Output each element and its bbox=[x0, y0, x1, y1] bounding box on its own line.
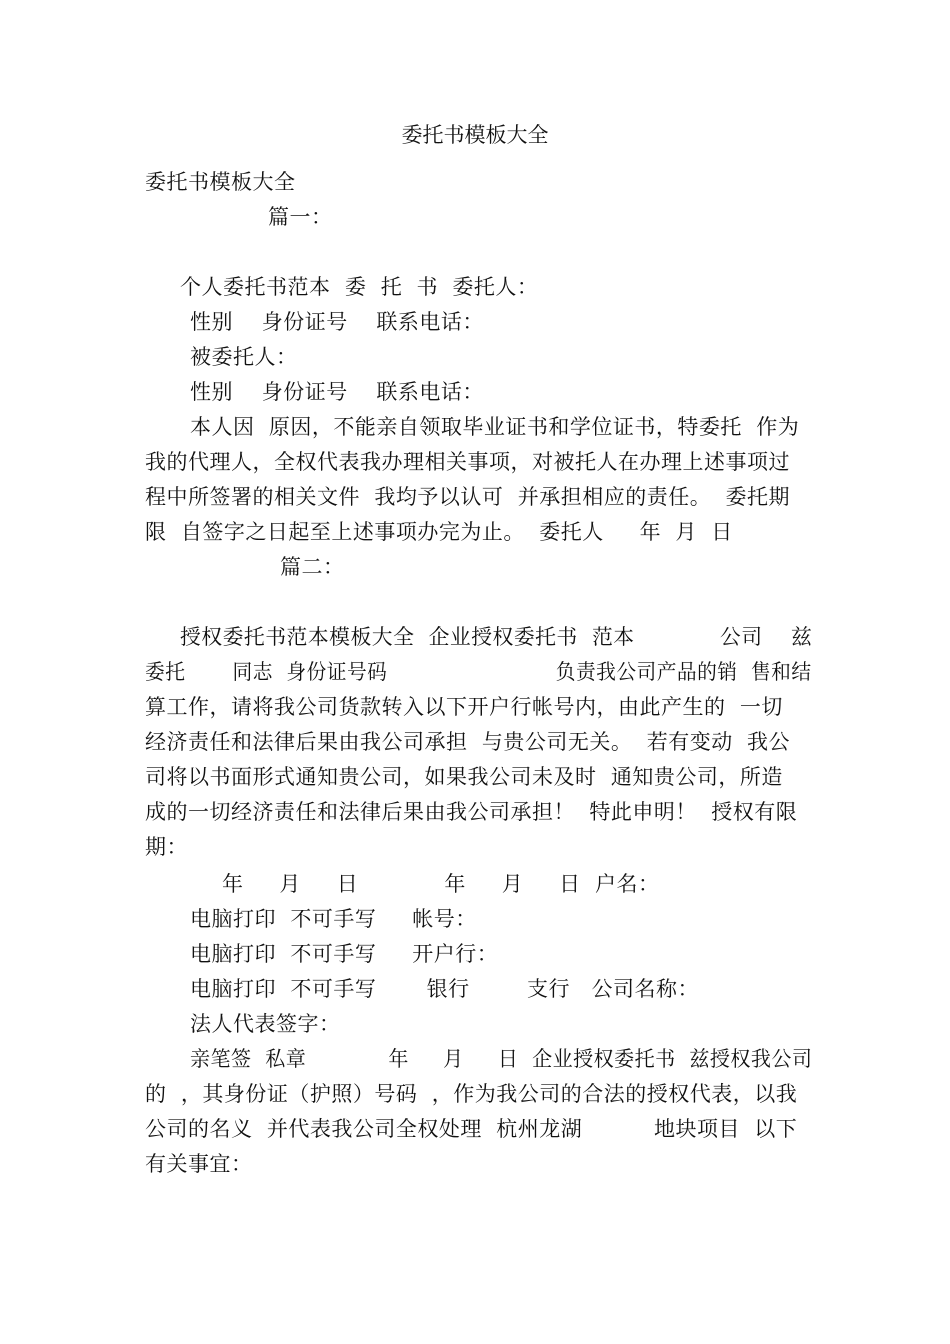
paragraph-line: 性别 身份证号 联系电话： bbox=[190, 310, 484, 334]
paragraph-line: 授权委托书范本模板大全 企业授权委托书 范本 公司 兹 bbox=[180, 625, 813, 649]
paragraph-line: 本人因 原因，不能亲自领取毕业证书和学位证书，特委托 作为 bbox=[190, 415, 800, 439]
document-title: 委托书模板大全 bbox=[401, 123, 549, 147]
section-label-part1: 篇一： bbox=[268, 205, 333, 229]
paragraph-line: 我的代理人，全权代表我办理相关事项，对被托人在办理上述事项过 bbox=[145, 450, 790, 474]
paragraph-line: 有关事宜： bbox=[145, 1152, 253, 1176]
paragraph-line: 限 自签字之日起至上述事项办完为止。 委托人 年 月 日 bbox=[145, 520, 733, 544]
paragraph-line: 电脑打印 不可手写 开户行： bbox=[190, 942, 499, 966]
paragraph-line: 个人委托书范本 委 托 书 委托人： bbox=[180, 275, 539, 299]
paragraph-line: 电脑打印 不可手写 银行 支行 公司名称： bbox=[190, 977, 700, 1001]
paragraph-line: 经济责任和法律后果由我公司承担 与贵公司无关。 若有变动 我公 bbox=[145, 730, 791, 754]
paragraph-line: 被委托人： bbox=[190, 345, 298, 369]
document-heading: 委托书模板大全 bbox=[145, 170, 296, 194]
paragraph-line: 亲笔签 私章 年 月 日 企业授权委托书 兹授权我公司 bbox=[190, 1047, 813, 1071]
paragraph-line: 成的一切经济责任和法律后果由我公司承担！ 特此申明！ 授权有限 bbox=[145, 800, 798, 824]
paragraph-line: 算工作，请将我公司货款转入以下开户行帐号内，由此产生的 一切 bbox=[145, 695, 783, 719]
paragraph-line: 公司的名义 并代表我公司全权处理 杭州龙湖 地块项目 以下 bbox=[145, 1117, 798, 1141]
paragraph-line: 的 ，其身份证（护照）号码 ，作为我公司的合法的授权代表，以我 bbox=[145, 1082, 798, 1106]
paragraph-line: 程中所签署的相关文件 我均予以认可 并承担相应的责任。 委托期 bbox=[145, 485, 791, 509]
paragraph-line: 年 月 日 年 月 日 户名： bbox=[222, 872, 660, 896]
paragraph-line: 期： bbox=[145, 835, 188, 859]
paragraph-line: 电脑打印 不可手写 帐号： bbox=[190, 907, 477, 931]
paragraph-line: 司将以书面形式通知贵公司，如果我公司未及时 通知贵公司，所造 bbox=[145, 765, 783, 789]
paragraph-line: 委托 同志 身份证号码 负责我公司产品的销 售和结 bbox=[145, 660, 812, 684]
paragraph-line: 性别 身份证号 联系电话： bbox=[190, 380, 484, 404]
section-label-part2: 篇二： bbox=[280, 555, 345, 579]
paragraph-line: 法人代表签字： bbox=[190, 1012, 341, 1036]
